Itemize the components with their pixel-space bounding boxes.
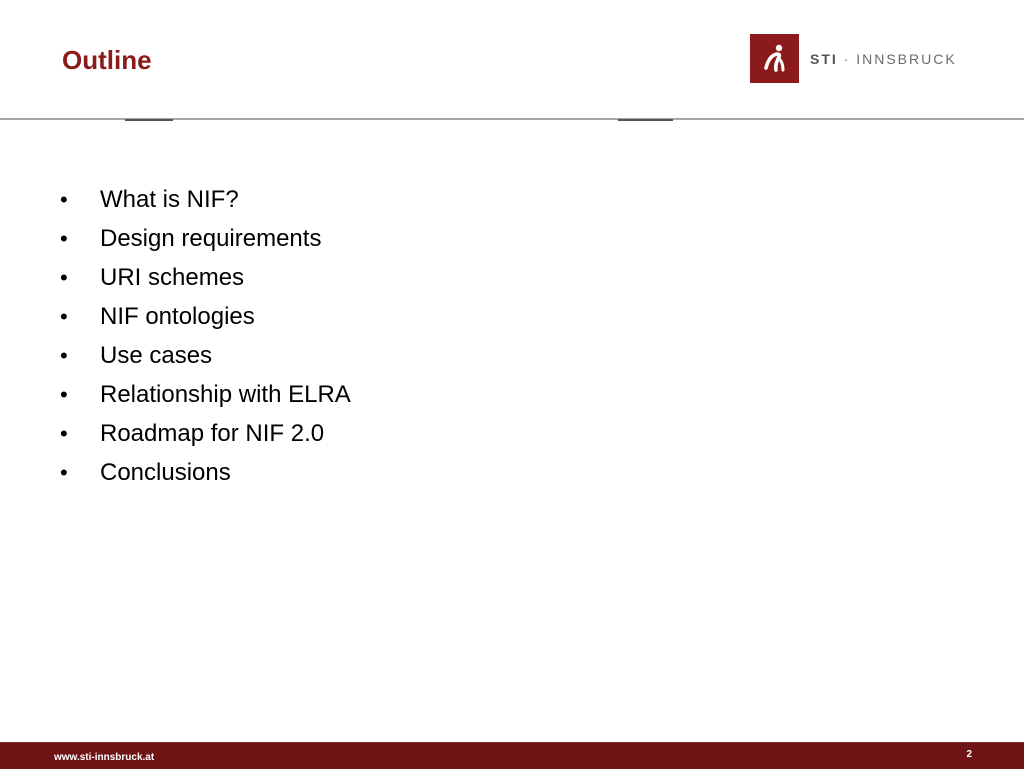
divider-accent — [125, 119, 173, 121]
bullet-icon: • — [60, 421, 68, 446]
list-item — [60, 342, 351, 381]
bullet-icon: • — [60, 382, 68, 407]
logo-location: INNSBRUCK — [856, 50, 957, 67]
list-item-text: URI schemes — [100, 264, 245, 291]
outline-list — [60, 186, 351, 498]
list-item-text: What is NIF? — [100, 186, 239, 213]
bullet-icon: • — [60, 343, 68, 368]
logo-brand: STI — [810, 50, 838, 67]
list-item — [60, 459, 351, 498]
sti-person-icon — [750, 34, 799, 83]
bullet-icon: • — [60, 226, 68, 251]
list-item-text: Use cases — [100, 342, 213, 369]
list-item — [60, 225, 351, 264]
footer-url-link[interactable]: www.sti-innsbruck.at — [54, 752, 155, 763]
list-item-text: Relationship with ELRA — [100, 381, 351, 408]
list-item-text: NIF ontologies — [100, 303, 255, 330]
slide-title: Outline — [62, 45, 152, 75]
logo-wordmark — [810, 51, 957, 67]
bullet-icon: • — [60, 187, 68, 212]
list-item-text: Design requirements — [100, 225, 322, 252]
page-number: 2 — [966, 749, 972, 760]
divider-accent — [618, 119, 673, 121]
bullet-icon: • — [60, 304, 68, 329]
footer-bar — [0, 742, 1024, 769]
bullet-icon: • — [60, 460, 68, 485]
list-item — [60, 381, 351, 420]
list-item — [60, 303, 351, 342]
list-item-text: Roadmap for NIF 2.0 — [100, 420, 325, 447]
list-item — [60, 420, 351, 459]
list-item — [60, 264, 351, 303]
sti-innsbruck-logo — [750, 34, 957, 83]
list-item-text: Conclusions — [100, 459, 231, 486]
logo-separator: · — [843, 50, 851, 67]
bullet-icon: • — [60, 265, 68, 290]
list-item — [60, 186, 351, 225]
